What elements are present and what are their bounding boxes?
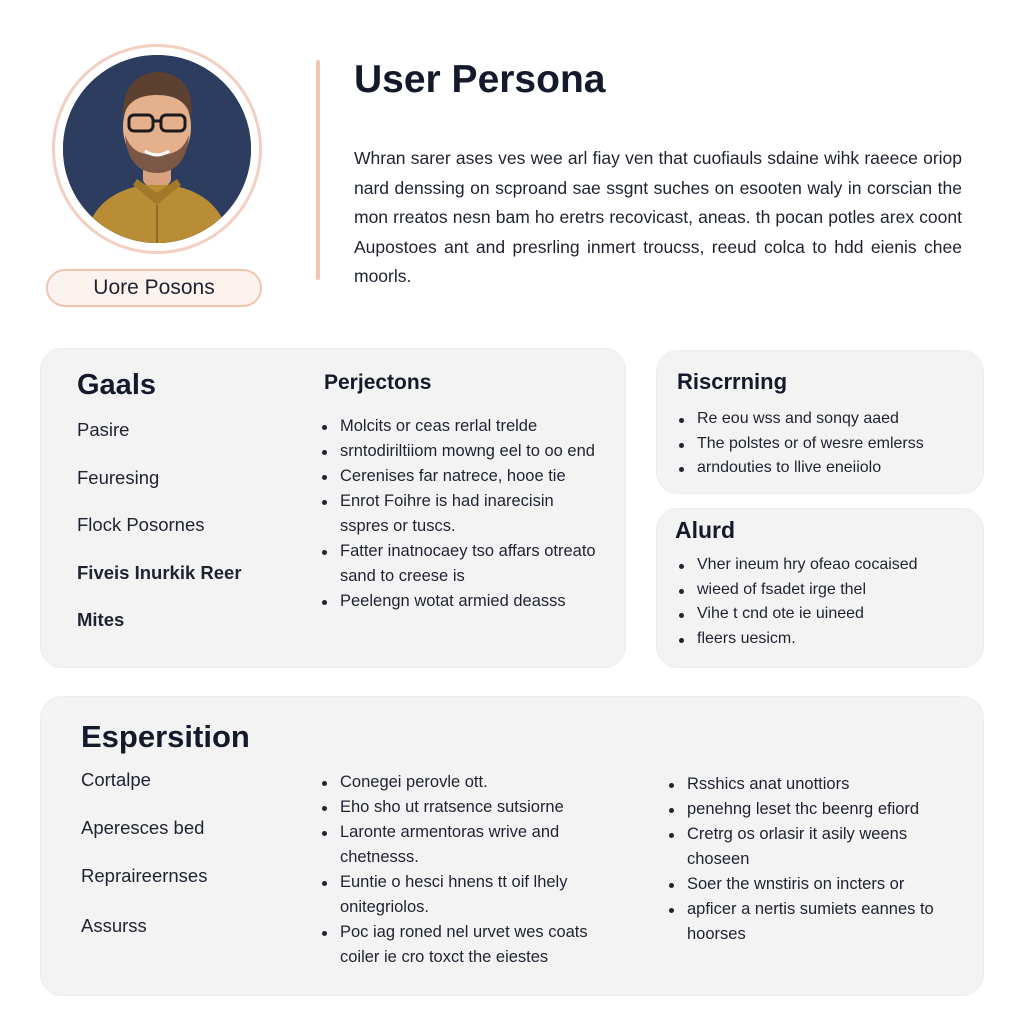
experience-bullet: Poc iag roned nel urvet wes coats coiler ie cro toxct the eiestes <box>320 920 620 970</box>
persona-name-badge: Uore Posons <box>46 269 262 307</box>
experience-item: Assurss <box>81 915 147 936</box>
discerning-item: arndouties to llive eneiiolo <box>677 456 973 481</box>
experience-bullet: Rsshics anat unottiors <box>667 772 957 797</box>
experience-bullet: Eho sho ut rratsence sutsiorne <box>320 795 620 820</box>
avatar-frame <box>52 44 262 254</box>
perceptions-item: srntodiriltiiom mowng eel to oo end <box>320 439 600 464</box>
experience-bullet: Cretrg os orlasir it asily weens choseen <box>667 822 957 872</box>
perceptions-item: Molcits or ceas rerlal trelde <box>320 414 600 439</box>
discerning-item: The polstes or of wesre emlerss <box>677 432 973 457</box>
experience-side-list <box>81 769 207 963</box>
experience-bullet: penehng leset thc beenrg efiord <box>667 797 957 822</box>
experience-item: Cortalpe <box>81 769 151 790</box>
goals-list <box>77 419 242 657</box>
goals-title: Gaals <box>77 369 156 401</box>
goals-item: Flock Posornes <box>77 514 205 535</box>
goals-item: Pasire <box>77 419 130 440</box>
experience-item: Aperesces bed <box>81 817 205 838</box>
alurd-item: Vher ineum hry ofeao cocaised <box>677 553 973 578</box>
person-portrait-icon <box>63 55 251 243</box>
perceptions-item: Cerenises far natrece, hooe tie <box>320 464 600 489</box>
intro-paragraph: Whran sarer ases ves wee arl fiay ven that cuofiauls sdaine wihk raeece oriop nard denssing on scproand sae ssgnt suches on esooten waly in corscian the mon rreatos nesn bam ho eretrs recovicast, aneas. th pocan potles arex coont Aupostoes ant and presrling inmert troucss, reeud colca to hdd eienis chee moorls. <box>354 148 962 287</box>
discerning-card <box>656 350 984 494</box>
goals-card <box>40 348 626 668</box>
discerning-title: Riscrrning <box>677 369 788 394</box>
experience-bullet: Laronte armentoras wrive and chetnesss. <box>320 820 620 870</box>
experience-title: Espersition <box>81 719 250 754</box>
alurd-item: wieed of fsadet irge thel <box>677 578 973 603</box>
alurd-list <box>677 553 973 651</box>
experience-bullet: Soer the wnstiris on incters or <box>667 872 957 897</box>
goals-item: Fiveis Inurkik Reer <box>77 561 242 583</box>
experience-card <box>40 696 984 996</box>
perceptions-title: Perjectons <box>324 371 432 394</box>
experience-bullets-right <box>667 772 957 947</box>
goals-item: Feuresing <box>77 466 160 488</box>
avatar <box>63 55 251 243</box>
perceptions-list <box>320 414 600 614</box>
header-divider <box>316 60 320 280</box>
experience-bullet: Euntie o hesci hnens tt oif lhely onitegriolos. <box>320 870 620 920</box>
alurd-item: Vihe t cnd ote ie uineed <box>677 602 973 627</box>
experience-item: Repraireernses <box>81 865 208 886</box>
perceptions-item: Enrot Foihre is had inarecisin sspres or tuscs. <box>320 489 600 539</box>
perceptions-item: Fatter inatnocaey tso affars otreato sand to creese is <box>320 539 600 589</box>
alurd-card <box>656 508 984 668</box>
experience-bullets-left <box>320 770 620 970</box>
experience-bullet: apficer a nertis sumiets eannes to hoorses <box>667 897 957 947</box>
experience-bullet: Conegei perovle ott. <box>320 770 620 795</box>
alurd-title: Alurd <box>675 517 736 543</box>
discerning-list <box>677 407 973 481</box>
perceptions-item: Peelengn wotat armied deasss <box>320 589 600 614</box>
goals-item: Mites <box>77 609 125 630</box>
page-title: User Persona <box>354 58 606 101</box>
discerning-item: Re eou wss and sonqy aaed <box>677 407 973 432</box>
alurd-item: fleers uesicm. <box>677 627 973 652</box>
